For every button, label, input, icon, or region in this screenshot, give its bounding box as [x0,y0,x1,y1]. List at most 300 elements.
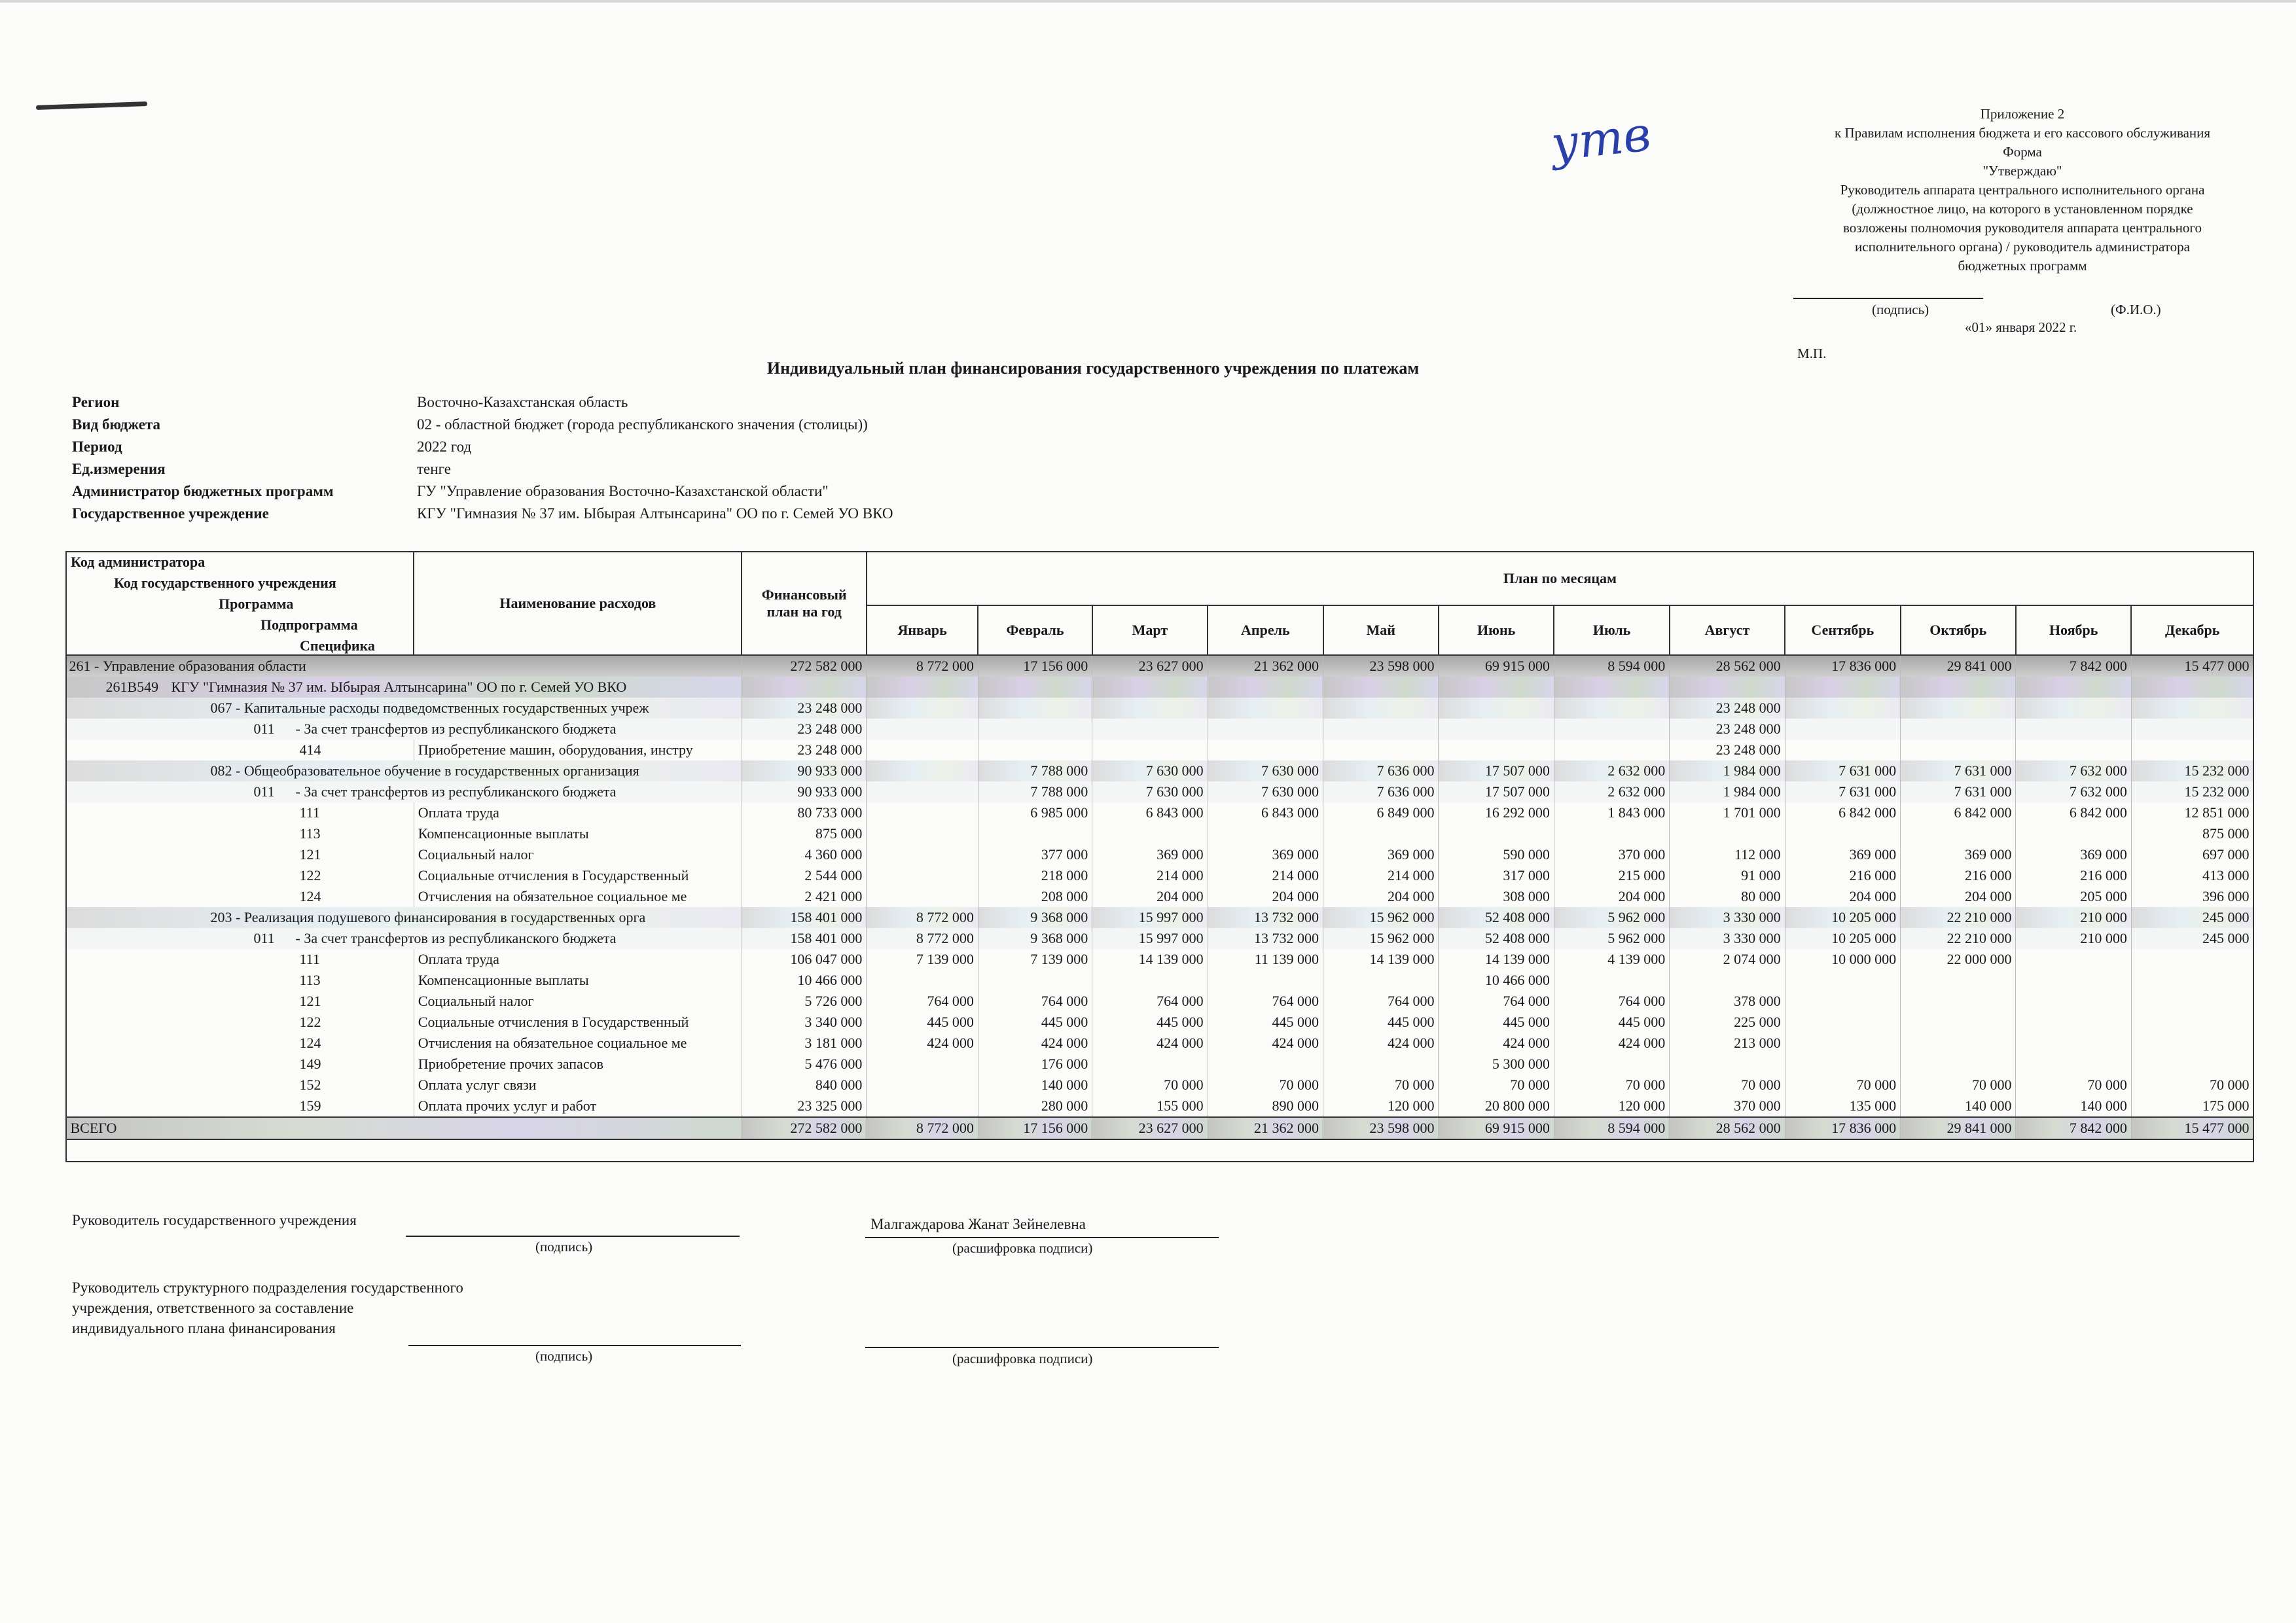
month-value [2016,1012,2131,1033]
month-value [1208,823,1323,844]
struct-label-line: Руководитель структурного подразделения государственного [72,1279,463,1296]
total-month-value: 17 836 000 [1785,1117,1900,1139]
month-value: 112 000 [1670,844,1785,865]
annex-line: (должностное лицо, на которого в установленном порядке [1852,201,2193,217]
month-value: 7 631 000 [1901,760,2016,781]
month-header: Август [1670,605,1785,655]
month-value: 764 000 [1554,991,1669,1012]
annex-line: "Утверждаю" [1982,163,2062,179]
approval-header [1767,105,2278,276]
annual-value: 158 401 000 [742,928,866,949]
total-month-value: 8 772 000 [867,1117,978,1139]
month-value: 175 000 [2131,1096,2253,1117]
month-value: 52 408 000 [1439,928,1554,949]
annual-value: 10 466 000 [742,970,866,991]
month-value [2131,1033,2253,1054]
month-value [2131,1054,2253,1075]
month-value [2131,698,2253,719]
month-value [867,802,978,823]
month-value: 317 000 [1439,865,1554,886]
approval-name-label: (Ф.И.О.) [2111,302,2161,317]
month-value: 52 408 000 [1439,907,1554,928]
month-value [978,698,1092,719]
month-value: 764 000 [1323,991,1439,1012]
table-row [66,928,2253,949]
month-value: 764 000 [1208,991,1323,1012]
row-code: 113 [299,825,321,842]
month-value: 13 732 000 [1208,907,1323,928]
row-code: 203 - Реализация подушевого финансирования в государственных орга [210,909,646,925]
row-code: 113 [299,972,321,988]
month-value [867,823,978,844]
month-value: 2 074 000 [1670,949,1785,970]
row-code: 414 [299,741,321,758]
row-code-cell [66,1075,414,1096]
month-value [867,886,978,907]
table-row [66,802,2253,823]
month-value: 369 000 [1208,844,1323,865]
month-value [1208,740,1323,760]
month-value [1439,677,1554,698]
month-value: 216 000 [1901,865,2016,886]
total-label: ВСЕГО [66,1117,742,1139]
month-value: 1 701 000 [1670,802,1785,823]
month-value: 369 000 [1785,844,1900,865]
table-row [66,844,2253,865]
month-value [978,677,1092,698]
month-value [1092,740,1208,760]
row-name: Отчисления на обязательное социальное ме [414,1033,742,1054]
table-row [66,698,2253,719]
month-value: 369 000 [1901,844,2016,865]
month-value: 3 330 000 [1670,907,1785,928]
month-value [1554,719,1669,740]
month-header: Июнь [1439,605,1554,655]
month-value [1901,740,2016,760]
month-value: 214 000 [1092,865,1208,886]
month-value: 369 000 [1323,844,1439,865]
month-value [2016,677,2131,698]
month-value: 23 248 000 [1670,719,1785,740]
month-value: 6 843 000 [1092,802,1208,823]
row-name: Отчисления на обязательное социальное ме [414,886,742,907]
month-value: 7 636 000 [1323,781,1439,802]
row-code-cell [66,991,414,1012]
month-value [1323,1054,1439,1075]
month-value [1092,970,1208,991]
month-value: 204 000 [1901,886,2016,907]
annual-value: 158 401 000 [742,907,866,928]
row-code-cell [66,823,414,844]
month-value [867,760,978,781]
table-row [66,1075,2253,1096]
row-code-cell [66,781,742,802]
month-value [2016,1033,2131,1054]
month-value: 6 985 000 [978,802,1092,823]
month-header: Январь [867,605,978,655]
row-name: Оплата труда [414,802,742,823]
annual-value: 23 248 000 [742,740,866,760]
month-value: 280 000 [978,1096,1092,1117]
month-value: 70 000 [2131,1075,2253,1096]
month-value: 424 000 [1554,1033,1669,1054]
row-name: - За счет трансфертов из республиканского бюджета [295,783,617,800]
month-value: 7 631 000 [1785,781,1900,802]
month-value: 424 000 [1323,1033,1439,1054]
table-row [66,1096,2253,1117]
row-code-cell [66,1054,414,1075]
month-value [1670,677,1785,698]
month-value [867,844,978,865]
row-code: 124 [299,888,321,904]
month-value [2131,677,2253,698]
row-name: Оплата труда [414,949,742,970]
month-header: Февраль [978,605,1092,655]
month-value: 17 507 000 [1439,781,1554,802]
month-value: 245 000 [2131,928,2253,949]
month-value: 11 139 000 [1208,949,1323,970]
month-value: 413 000 [2131,865,2253,886]
month-value: 7 788 000 [978,781,1092,802]
month-value: 7 632 000 [2016,781,2131,802]
month-value [1901,698,2016,719]
row-code: 121 [299,846,321,863]
row-code-cell [66,907,742,928]
month-value: 70 000 [1208,1075,1323,1096]
month-value [1208,698,1323,719]
table-row [66,677,2253,698]
month-value [2131,740,2253,760]
meta-value: 02 - областной бюджет (города республиканского значения (столицы)) [417,416,868,433]
annex-line: Форма [2003,144,2042,160]
month-value: 70 000 [1439,1075,1554,1096]
month-value [1323,740,1439,760]
month-value: 69 915 000 [1439,655,1554,677]
row-code-cell [66,655,742,677]
month-value: 218 000 [978,865,1092,886]
month-value: 17 507 000 [1439,760,1554,781]
meta-key: Ед.измерения [72,461,166,477]
table-row [66,1033,2253,1054]
total-month-value: 17 156 000 [978,1117,1092,1139]
month-header: Сентябрь [1785,605,1900,655]
month-value: 7 631 000 [1901,781,2016,802]
month-value: 7 630 000 [1208,781,1323,802]
month-value [1785,1054,1900,1075]
row-code: 011 [253,721,275,737]
pen-stroke-mark [36,101,147,110]
month-value: 70 000 [1554,1075,1669,1096]
month-value [1323,970,1439,991]
month-value: 369 000 [2016,844,2131,865]
annex-line: Приложение 2 [1980,106,2065,122]
month-value [867,698,978,719]
row-code: 121 [299,993,321,1009]
struct-decipher-line [865,1347,1219,1348]
month-value [867,719,978,740]
row-code: 111 [299,804,320,821]
month-value: 764 000 [1439,991,1554,1012]
month-value: 890 000 [1208,1096,1323,1117]
month-value: 208 000 [978,886,1092,907]
month-value: 140 000 [1901,1096,2016,1117]
month-value [1901,823,2016,844]
month-value: 14 139 000 [1323,949,1439,970]
month-header: Декабрь [2131,605,2253,655]
month-value: 6 842 000 [1785,802,1900,823]
total-month-value: 29 841 000 [1901,1117,2016,1139]
row-name: Оплата услуг связи [414,1075,742,1096]
month-value: 7 139 000 [867,949,978,970]
annex-line: возложены полномочия руководителя аппарата центрального [1843,220,2202,236]
month-value [1901,1012,2016,1033]
month-value: 764 000 [1092,991,1208,1012]
head-label: Руководитель государственного учреждения [72,1212,357,1228]
month-value: 9 368 000 [978,928,1092,949]
month-value [1670,823,1785,844]
month-value: 590 000 [1439,844,1554,865]
month-value [1092,1054,1208,1075]
scan-edge [0,0,2296,3]
month-value: 5 962 000 [1554,928,1669,949]
month-value: 70 000 [1785,1075,1900,1096]
month-value: 135 000 [1785,1096,1900,1117]
month-value [1901,970,2016,991]
month-value [2016,949,2131,970]
struct-label-line: учреждения, ответственного за составление [72,1300,354,1316]
month-value [867,865,978,886]
table-row [66,719,2253,740]
month-value: 424 000 [1439,1033,1554,1054]
month-value: 15 232 000 [2131,781,2253,802]
month-value [1554,698,1669,719]
month-value: 445 000 [978,1012,1092,1033]
annual-value: 2 421 000 [742,886,866,907]
row-name: Социальный налог [414,991,742,1012]
month-value: 120 000 [1323,1096,1439,1117]
struct-signature-line [408,1345,741,1346]
month-value: 91 000 [1670,865,1785,886]
annex-line: к Правилам исполнения бюджета и его кассового обслуживания [1834,125,2211,141]
annual-value: 875 000 [742,823,866,844]
row-name: Оплата прочих услуг и работ [414,1096,742,1117]
plan-table [65,551,2254,1140]
total-month-value: 23 627 000 [1092,1117,1208,1139]
month-value: 15 962 000 [1323,907,1439,928]
table-row [66,949,2253,970]
month-header: Октябрь [1901,605,2016,655]
month-value [867,781,978,802]
month-value: 10 000 000 [1785,949,1900,970]
month-value: 396 000 [2131,886,2253,907]
month-value [2016,740,2131,760]
approval-signature-line [1793,298,1983,299]
month-value [1439,740,1554,760]
head-decipher-line [865,1237,1219,1238]
month-value: 120 000 [1554,1096,1669,1117]
month-value: 23 248 000 [1670,740,1785,760]
month-value: 445 000 [1439,1012,1554,1033]
row-code: 122 [299,867,321,883]
month-value: 369 000 [1092,844,1208,865]
annual-value: 23 325 000 [742,1096,866,1117]
month-value [2131,970,2253,991]
meta-value: Восточно-Казахстанская область [417,394,628,410]
row-code-cell [66,1033,414,1054]
month-value [978,970,1092,991]
plan-table-wrapper [65,551,2254,1162]
month-value [1323,823,1439,844]
code-header-line: Код администратора [71,554,206,570]
month-value: 8 594 000 [1554,655,1669,677]
month-value [1785,823,1900,844]
month-value: 7 632 000 [2016,760,2131,781]
struct-label-line: индивидуального плана финансирования [72,1320,336,1336]
month-value: 214 000 [1323,865,1439,886]
month-value: 23 248 000 [1670,698,1785,719]
stamp-place: М.П. [1797,346,1827,361]
month-value: 15 997 000 [1092,907,1208,928]
month-value: 14 139 000 [1092,949,1208,970]
month-value: 424 000 [867,1033,978,1054]
month-value [1554,970,1669,991]
month-value [1092,698,1208,719]
month-value: 7 630 000 [1208,760,1323,781]
month-value [1785,740,1900,760]
row-code: 011 [253,930,275,946]
row-code-cell [66,1096,414,1117]
month-value: 155 000 [1092,1096,1208,1117]
annex-line: бюджетных программ [1958,258,2087,274]
month-value [1785,698,1900,719]
month-value: 204 000 [1323,886,1439,907]
meta-value: ГУ "Управление образования Восточно-Казахстанской области" [417,483,829,499]
month-value: 424 000 [978,1033,1092,1054]
row-code-cell [66,928,742,949]
month-value: 6 849 000 [1323,802,1439,823]
month-value: 16 292 000 [1439,802,1554,823]
month-value [1785,677,1900,698]
row-code-cell [66,865,414,886]
month-value: 7 842 000 [2016,655,2131,677]
month-value: 370 000 [1670,1096,1785,1117]
row-code: 261B549 [105,679,159,695]
month-value [1901,1054,2016,1075]
month-value: 204 000 [1092,886,1208,907]
month-value: 6 842 000 [1901,802,2016,823]
month-value: 6 843 000 [1208,802,1323,823]
month-value: 216 000 [2016,865,2131,886]
month-value [2131,949,2253,970]
total-row [66,1117,2253,1139]
month-value: 22 000 000 [1901,949,2016,970]
month-value: 70 000 [1323,1075,1439,1096]
meta-key: Регион [72,394,120,410]
row-code-cell [66,719,742,740]
row-name: Социальный налог [414,844,742,865]
total-month-value: 21 362 000 [1208,1117,1323,1139]
month-value: 4 139 000 [1554,949,1669,970]
month-value [2131,1012,2253,1033]
month-header: Июль [1554,605,1669,655]
row-code-cell [66,949,414,970]
month-value: 70 000 [1670,1075,1785,1096]
month-value [1554,823,1669,844]
month-value [867,1096,978,1117]
month-value [2131,719,2253,740]
month-value: 6 842 000 [2016,802,2131,823]
row-code: 111 [299,951,320,967]
month-value: 204 000 [1785,886,1900,907]
month-value [867,970,978,991]
month-value: 8 772 000 [867,907,978,928]
head-name: Малгаждарова Жанат Зейнелевна [870,1216,1086,1232]
month-value: 7 636 000 [1323,760,1439,781]
annual-value: 23 248 000 [742,698,866,719]
month-value: 216 000 [1785,865,1900,886]
table-row [66,970,2253,991]
monthly-header: План по месяцам [867,552,2253,605]
month-value: 210 000 [2016,907,2131,928]
row-code: 122 [299,1014,321,1030]
table-row [66,907,2253,928]
month-value: 14 139 000 [1439,949,1554,970]
month-value [867,1075,978,1096]
month-value: 7 631 000 [1785,760,1900,781]
month-header: Ноябрь [2016,605,2131,655]
month-value: 8 772 000 [867,928,978,949]
table-row [66,886,2253,907]
total-month-value: 28 562 000 [1670,1117,1785,1139]
month-value: 9 368 000 [978,907,1092,928]
month-value: 424 000 [1208,1033,1323,1054]
row-code: 152 [299,1077,321,1093]
month-value [1092,719,1208,740]
code-header-line: Код государственного учреждения [114,575,336,591]
row-code-cell [66,970,414,991]
meta-value: КГУ "Гимназия № 37 им. Ыбырая Алтынсарина" ОО по г. Семей УО ВКО [417,505,893,522]
meta-value: 2022 год [417,438,472,455]
month-value: 17 156 000 [978,655,1092,677]
annual-value: 3 181 000 [742,1033,866,1054]
month-value: 697 000 [2131,844,2253,865]
month-value [2016,970,2131,991]
meta-key: Период [72,438,122,455]
row-name: КГУ "Гимназия № 37 им. Ыбырая Алтынсарина" ОО по г. Семей УО ВКО [171,679,627,695]
month-value [1208,970,1323,991]
approval-date: «01» января 2022 г. [1965,319,2077,335]
row-name: Социальные отчисления в Государственный [414,1012,742,1033]
month-value: 424 000 [1092,1033,1208,1054]
month-value: 205 000 [2016,886,2131,907]
month-value: 5 962 000 [1554,907,1669,928]
total-month-value: 69 915 000 [1439,1117,1554,1139]
month-value: 204 000 [1554,886,1669,907]
month-value: 7 630 000 [1092,760,1208,781]
row-code: 159 [299,1097,321,1114]
month-value [1092,823,1208,844]
total-month-value: 15 477 000 [2131,1117,2253,1139]
month-value: 445 000 [1208,1012,1323,1033]
month-value [867,677,978,698]
row-name: Социальные отчисления в Государственный [414,865,742,886]
month-value: 214 000 [1208,865,1323,886]
head-signature-line [406,1236,740,1237]
month-value: 210 000 [2016,928,2131,949]
month-value: 215 000 [1554,865,1669,886]
month-value [867,1054,978,1075]
month-value: 377 000 [978,844,1092,865]
